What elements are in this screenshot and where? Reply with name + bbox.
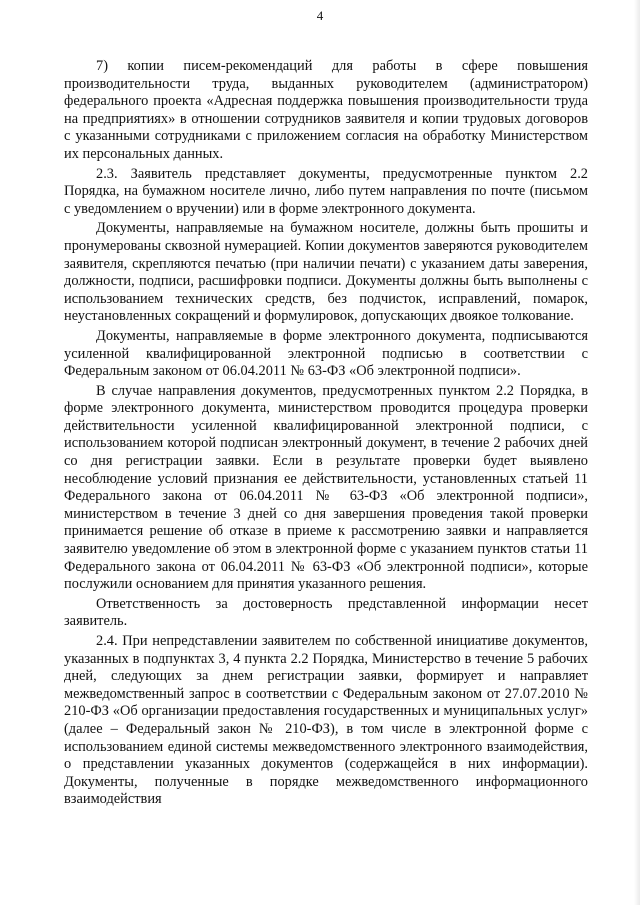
paragraph-responsibility: Ответственность за достоверность представленной информации несет заявитель. [64, 595, 588, 630]
paragraph-signature-verification: В случае направления документов, предусмотренных пунктом 2.2 Порядка, в форме электронного документа, министерством проводится процедура проверки действительности усиленной квалифицированной электронной подписи, с использованием которой подписан электронный документ, в течение 2 рабочих дней со дня регистрации заявки. Если в результате проверки будет выявлено несоблюдение условий признания ее действительности, установленных статьей 11 Федерального закона от 06.04.2011 № 63-ФЗ «Об электронной подписи», министерством в течение 3 дней со дня завершения проведения такой проверки принимается решение об отказе в приеме к рассмотрению заявки и направляется заявителю уведомление об этом в электронной форме с указанием пунктов статьи 11 Федерального закона от 06.04.2011 № 63-ФЗ «Об электронной подписи», которые послужили основанием для принятия указанного решения. [64, 382, 588, 593]
paragraph-2-4-interagency-request: 2.4. При непредставлении заявителем по собственной инициативе документов, указанных в подпунктах 3, 4 пункта 2.2 Порядка, Министерство в течение 5 рабочих дней, следующих за днем регистрации заявки, формирует и направляет межведомственный запрос в соответствии с Федеральным законом от 27.07.2010 № 210-ФЗ «Об организации предоставления государственных и муниципальных услуг» (далее – Федеральный закон № 210-ФЗ), в том числе в электронной форме с использованием единой системы межведомственного электронного взаимодействия, о представлении указанных документов (содержащейся в них информации). Документы, полученные в порядке межведомственного информационного взаимодействия [64, 633, 588, 808]
scan-edge-shadow [634, 0, 640, 905]
paragraph-item-7-copies: 7) копии писем-рекомендаций для работы в сфере повышения производительности труда, выданных руководителем (администратором) федерального проекта «Адресная поддержка повышения производительности труда на предприятиях» в отношении сотрудников заявителя и копии трудовых договоров с указанными сотрудниками с приложением согласия на обработку Министерством их персональных данных. [64, 58, 588, 162]
paragraph-paper-documents: Документы, направляемые на бумажном носителе, должны быть прошиты и пронумерованы сквозной нумерацией. Копии документов заверяются руководителем заявителя, скрепляются печатью (при наличии печати) с указанием даты заверения, должности, подписи, расшифровки подписи. Документы должны быть выполнены с использованием технических средств, без подчисток, исправлений, помарок, неустановленных сокращений и формулировок, допускающих двоякое толкование. [64, 220, 588, 325]
paragraph-2-3-submission: 2.3. Заявитель представляет документы, предусмотренные пунктом 2.2 Порядка, на бумажном носителе лично, либо путем направления по почте (письмом с уведомлением о вручении) или в форме электронного документа. [64, 165, 588, 217]
page-number: 4 [316, 8, 324, 23]
document-body [64, 58, 588, 811]
paragraph-electronic-documents: Документы, направляемые в форме электронного документа, подписываются усиленной квалифицированной электронной подписью в соответствии с Федеральным законом от 06.04.2011 № 63-ФЗ «Об электронной подписи». [64, 327, 588, 380]
